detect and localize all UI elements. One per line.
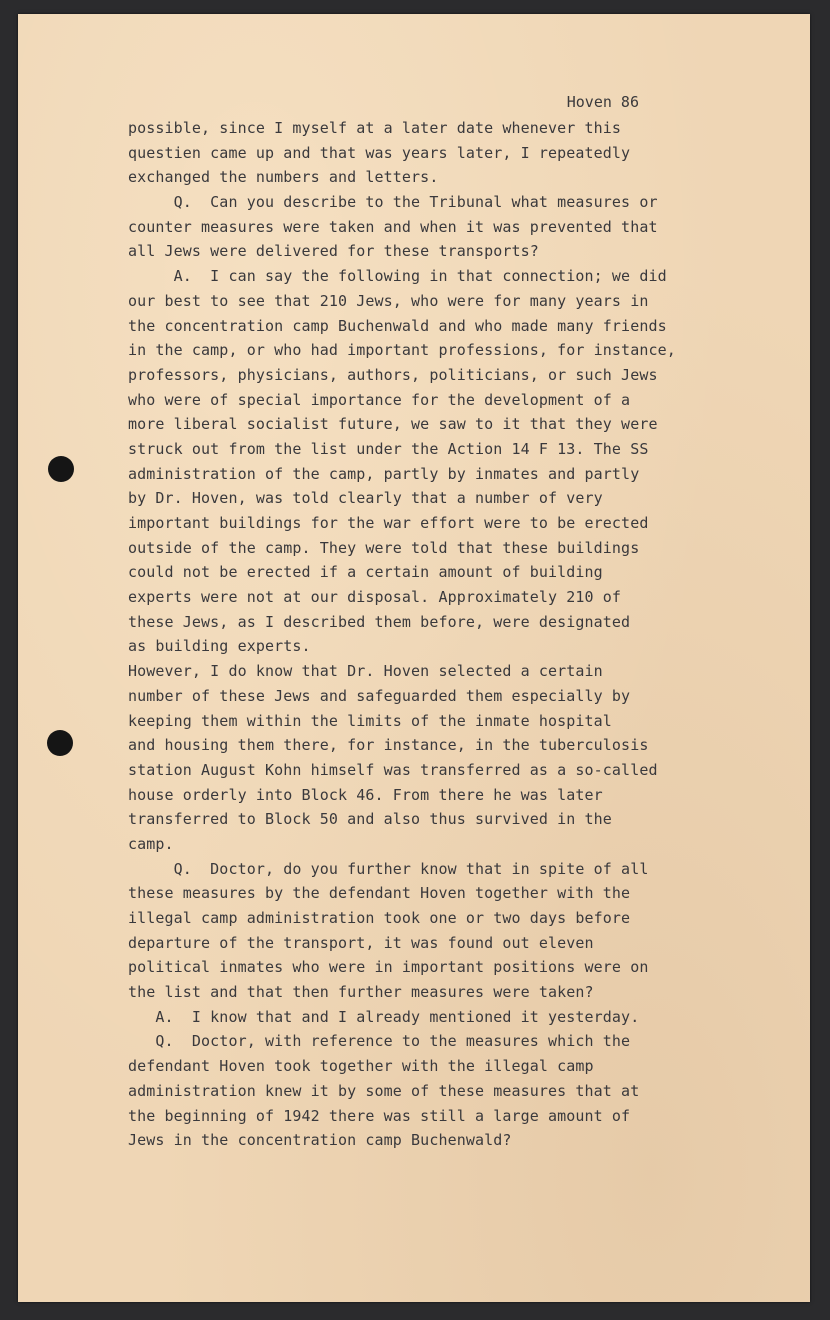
punch-hole [47, 730, 73, 756]
text-line: all Jews were delivered for these transports? [128, 242, 539, 261]
text-line: A. I can say the following in that connection; we did [128, 267, 667, 286]
page-header: Hoven 86 [566, 93, 639, 111]
text-line: possible, since I myself at a later date whenever this [128, 119, 622, 137]
text-line: by Dr. Hoven, was told clearly that a number of very [128, 489, 603, 508]
text-line: and housing them there, for instance, in the tuberculosis [128, 736, 649, 755]
text-line: administration knew it by some of these measures that at [128, 1081, 640, 1100]
text-line: the beginning of 1942 there was still a large amount of [128, 1106, 631, 1125]
text-line: in the camp, or who had important professions, for instance, [128, 341, 676, 360]
text-line: A. I know that and I already mentioned it yesterday. [128, 1007, 640, 1026]
text-line: the list and that then further measures were taken? [128, 983, 594, 1002]
text-line: Q. Doctor, with reference to the measures which the [128, 1032, 631, 1051]
text-line: experts were not at our disposal. Approximately 210 of [128, 588, 622, 607]
text-line: outside of the camp. They were told that these buildings [128, 538, 640, 557]
transcript-body [128, 116, 748, 1153]
text-line: Jews in the concentration camp Buchenwald? [128, 1131, 512, 1150]
text-line: However, I do know that Dr. Hoven selected a certain [128, 662, 603, 681]
text-line: questien came up and that was years later, I repeatedly [128, 143, 631, 162]
text-line: counter measures were taken and when it was prevented that [128, 217, 658, 236]
text-line: these measures by the defendant Hoven together with the [128, 884, 631, 903]
text-line: station August Kohn himself was transferred as a so-called [128, 760, 658, 779]
text-line: transferred to Block 50 and also thus survived in the [128, 810, 612, 829]
document-page [18, 14, 810, 1302]
text-line: camp. [128, 834, 174, 853]
text-line: house orderly into Block 46. From there he was later [128, 785, 603, 804]
text-line: political inmates who were in important positions were on [128, 958, 649, 977]
text-line: our best to see that 210 Jews, who were for many years in [128, 291, 649, 310]
text-line: Q. Can you describe to the Tribunal what measures or [128, 193, 658, 212]
text-line: these Jews, as I described them before, were designated [128, 612, 631, 631]
text-line: who were of special importance for the development of a [128, 390, 631, 409]
text-line: important buildings for the war effort were to be erected [128, 514, 649, 532]
text-line: defendant Hoven took together with the illegal camp [128, 1057, 594, 1076]
text-line: exchanged the numbers and letters. [128, 168, 439, 187]
text-line: could not be erected if a certain amount of building [128, 563, 603, 582]
text-line: professors, physicians, authors, politicians, or such Jews [128, 365, 658, 384]
text-line: keeping them within the limits of the inmate hospital [128, 711, 612, 730]
text-line: administration of the camp, partly by inmates and partly [128, 464, 640, 483]
text-line: departure of the transport, it was found out eleven [128, 933, 594, 952]
text-line: struck out from the list under the Action 14 F 13. The SS [128, 439, 649, 458]
text-line: as building experts. [128, 637, 311, 656]
text-line: number of these Jews and safeguarded them especially by [128, 686, 631, 705]
text-line: Q. Doctor, do you further know that in spite of all [128, 859, 649, 878]
punch-hole [48, 456, 74, 482]
text-line: more liberal socialist future, we saw to it that they were [128, 415, 658, 434]
text-line: the concentration camp Buchenwald and who made many friends [128, 316, 667, 335]
text-line: illegal camp administration took one or two days before [128, 909, 631, 927]
